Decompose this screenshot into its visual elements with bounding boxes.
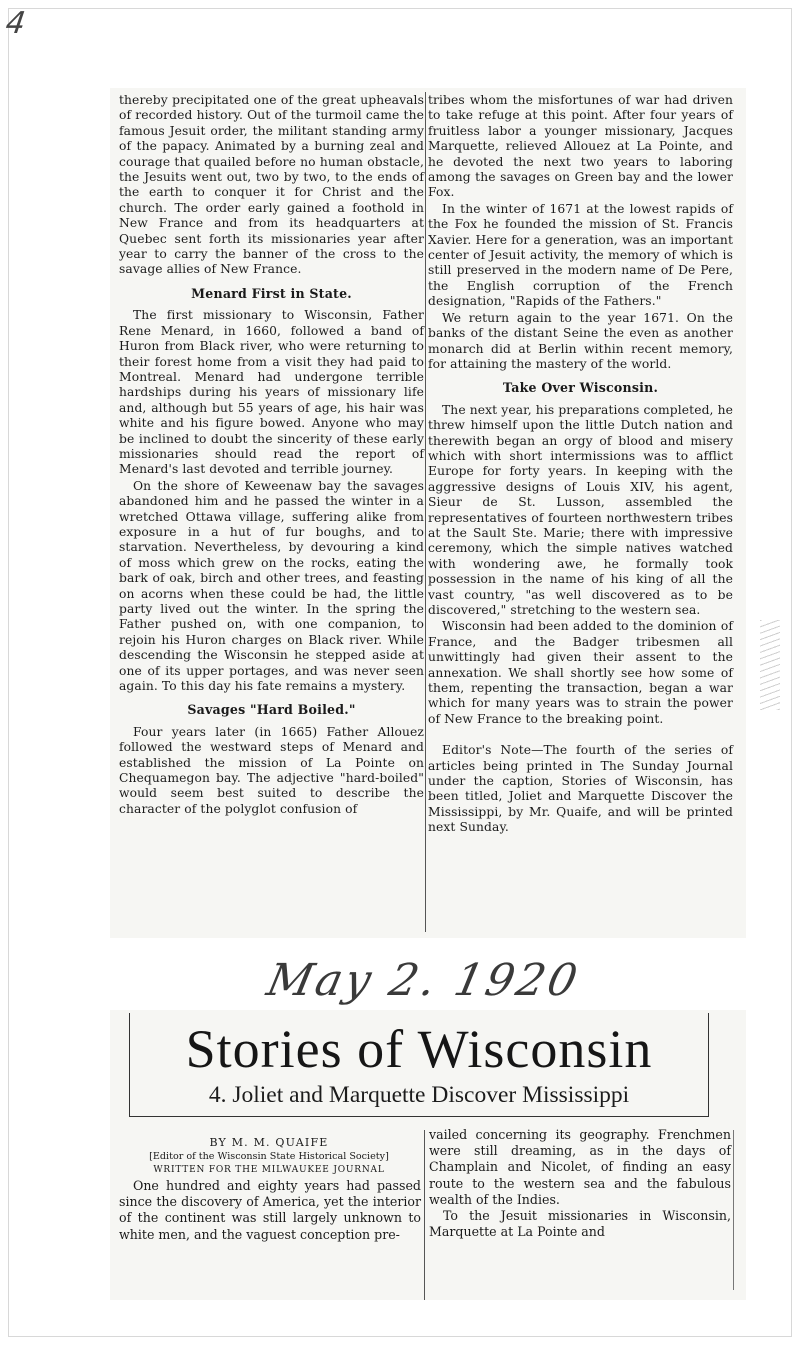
section-heading: Menard First in State. [191,285,352,301]
page-number-mark: 4 [3,6,28,41]
article1-right-column [428,93,733,837]
article-paragraph: thereby precipitated one of the great upheavals of recorded history. Out of the turmoil came the famous Jesuit order, the militant standing army of the papacy. Animated by a burning zeal and courage that quailed before no human obstacle, the Jesuits went out, two by two, to the ends of the earth to conquer it for Christ and the church. The order early gained a foothold in New France and from its headquarters at Quebec sent forth its missionaries year after year to carry the banner of the cross to the savage allies of New France. [119,93,424,277]
article-paragraph: Four years later (in 1665) Father Allouez followed the westward steps of Menard and established the mission of La Pointe on Chequamegon bay. The adjective "hard-boiled" would seem best suited to describe the character of the polyglot confusion of [119,724,424,816]
article-paragraph: To the Jesuit missionaries in Wisconsin, Marquette at La Pointe and [429,1208,731,1240]
byline: BY M. M. QUAIFE [209,1136,329,1149]
article-paragraph: One hundred and eighty years had passed since the discovery of America, yet the interior of the continent was still largely unknown to white men, and the vaguest conception pre- [119,1178,421,1242]
written-for-line: WRITTEN FOR THE MILWAUKEE JOURNAL [153,1165,385,1175]
scan-edge-mark [760,620,780,710]
article-paragraph: vailed concerning its geography. Frenchmen were still dreaming, as in the days of Champlain and Nicolet, of finding an easy route to the western sea and the fabulous wealth of the Indies. [429,1127,731,1207]
article-paragraph: The first missionary to Wisconsin, Father Rene Menard, in 1660, followed a band of Huron from Black river, who were returning to their forest home from a visit they had paid to Montreal. Menard had undergone terrible hardships during his years of missionary life and, although but 55 years of age, his hair was white and his figure bowed. Anyone who may be inclined to doubt the sincerity of these early missionaries should read the report of Menard's last devoted and terrible journey. [119,308,424,477]
section-heading: Savages "Hard Boiled." [187,702,356,718]
article-headline: Stories of Wisconsin [185,1019,653,1079]
article-paragraph: Wisconsin had been added to the dominion of France, and the Badger tribesmen all unwittingly had given their assent to the annexation. We shall shortly see how some of them, repenting the transaction, began a war which for many years was to strain the power of New France to the breaking point. [428,619,733,726]
article2-right-column [429,1127,731,1240]
section-heading: Take Over Wisconsin. [502,380,659,396]
article-subhead: 4. Joliet and Marquette Discover Mississippi [208,1082,630,1108]
article-paragraph: The next year, his preparations completed, he threw himself upon the little Dutch nation and therewith began an orgy of blood and misery which with short intermissions was to afflict Europe for forty years. In keeping with the aggressive designs of Louis XIV, his agent, Sieur de St. Lusson, assembled the representatives of fourteen northwestern tribes at the Sault Ste. Marie; there with impressive ceremony, which the simple natives watched with wondering awe, he formally took possession in the name of his king of all the vast country, "as well discovered as to be discovered," stretching to the western sea. [428,402,733,617]
editor-line: [Editor of the Wisconsin State Historical Society] [149,1151,389,1162]
article-paragraph: In the winter of 1671 at the lowest rapids of the Fox he founded the mission of St. Francis Xavier. Here for a generation, was an important center of Jesuit activity, the memory of which is still preserved in the modern name of De Pere, the English corruption of the French designation, "Rapids of the Fathers." [428,201,733,309]
handwritten-date: May 2. 1920 [262,955,585,1006]
column-edge-rule [733,1130,734,1290]
column-rule [425,92,426,932]
article2-left-column [119,1178,421,1243]
article-paragraph: We return again to the year 1671. On the banks of the distant Seine the even as another monarch did at Berlin within recent memory, for attaining the mastery of the world. [428,310,733,371]
column-rule [424,1130,425,1300]
editors-note: Editor's Note—The fourth of the series of articles being printed in The Sunday Journal under the caption, Stories of Wisconsin, has been titled, Joliet and Marquette Discover the Mississippi, by Mr. Quaife, and will be printed next Sunday. [428,743,733,835]
article-paragraph: On the shore of Keweenaw bay the savages abandoned him and he passed the winter in a wretched Ottawa village, suffering alike from exposure in a hut of fur boughs, and to starvation. Nevertheless, by devouring a kind of moss which grew on the rocks, eating the bark of oak, birch and other trees, and feasting on acorns when these could be had, the little party lived out the winter. In the spring the Father pushed on, with one companion, to rejoin his Huron charges on Black river. While descending the Wisconsin he stepped aside at one of its upper portages, and was never seen again. To this day his fate remains a mystery. [119,478,424,694]
article-paragraph: tribes whom the misfortunes of war had driven to take refuge at this point. After four years of fruitless labor a younger missionary, Jacques Marquette, relieved Allouez at La Pointe, and he devoted the next two years to laboring among the savages on Green bay and the lower Fox. [428,93,733,200]
byline-block [119,1135,419,1177]
article1-left-column [119,93,424,818]
